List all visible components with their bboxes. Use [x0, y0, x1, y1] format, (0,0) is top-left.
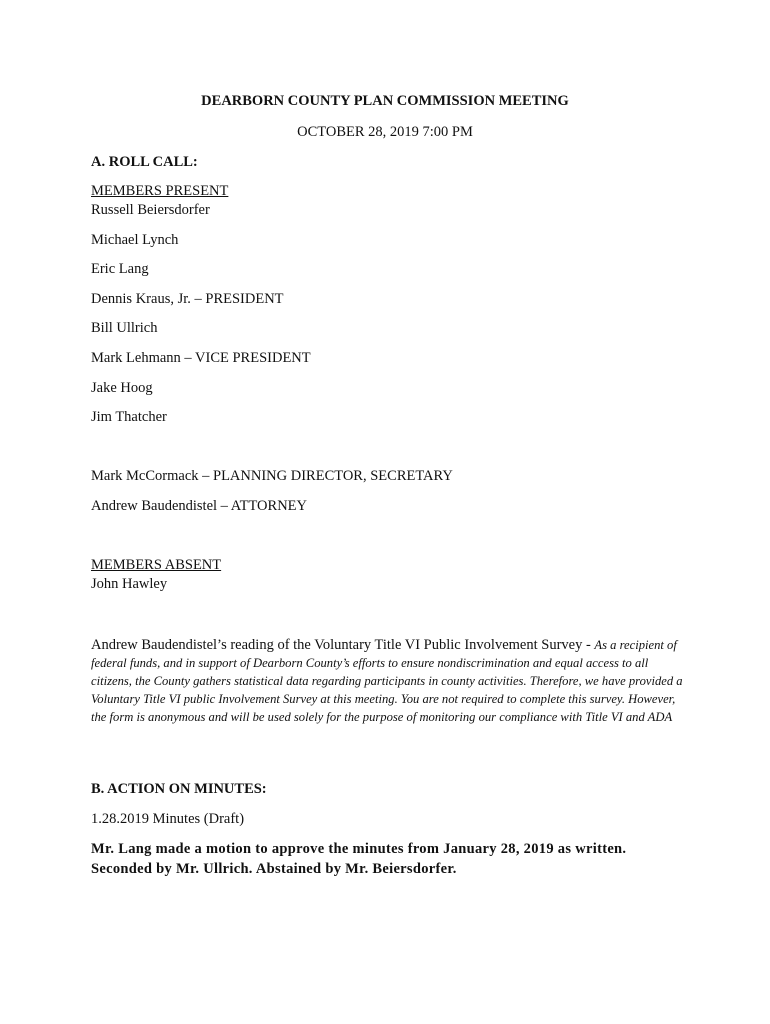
title-vi-survey-paragraph [91, 636, 691, 726]
motion-line: Mr. Lang made a motion to approve the minutes from January 28, 2019 as written. [91, 841, 627, 857]
member-present: Michael Lynch [91, 232, 179, 248]
roll-call-heading: A. ROLL CALL: [91, 154, 198, 170]
meeting-date: OCTOBER 28, 2019 7:00 PM [297, 124, 473, 140]
member-present: Jake Hoog [91, 380, 153, 396]
document-title: DEARBORN COUNTY PLAN COMMISSION MEETING [201, 93, 569, 109]
members-absent-heading: MEMBERS ABSENT [91, 557, 222, 573]
member-present: Mark Lehmann – VICE PRESIDENT [91, 350, 311, 366]
member-present: Eric Lang [91, 261, 149, 277]
members-present-heading: MEMBERS PRESENT [91, 183, 229, 199]
motion-line: Seconded by Mr. Ullrich. Abstained by Mr. Beiersdorfer. [91, 861, 457, 877]
action-on-minutes-heading: B. ACTION ON MINUTES: [91, 781, 267, 797]
member-present: Jim Thatcher [91, 409, 167, 425]
member-absent: John Hawley [91, 576, 168, 592]
member-present: Bill Ullrich [91, 320, 158, 336]
staff-member: Andrew Baudendistel – ATTORNEY [91, 498, 307, 514]
staff-member: Mark McCormack – PLANNING DIRECTOR, SECRETARY [91, 468, 453, 484]
member-present: Dennis Kraus, Jr. – PRESIDENT [91, 291, 284, 307]
minutes-item: 1.28.2019 Minutes (Draft) [91, 811, 245, 827]
survey-statement: As a recipient of federal funds, and in support of Dearborn County’s efforts to ensure nondiscrimination and equal access to all citizens, the County gathers statistical data regarding participants in county activities. Therefore, we have provided a Voluntary Title VI public Involvement Survey at this meeting. You are not required to complete this survey. However, the form is anonymous and will be used solely for the purpose of monitoring our compliance with Title VI and ADA [91, 638, 683, 724]
member-present: Russell Beiersdorfer [91, 202, 210, 218]
survey-lead: Andrew Baudendistel’s reading of the Voluntary Title VI Public Involvement Survey - [91, 637, 595, 653]
